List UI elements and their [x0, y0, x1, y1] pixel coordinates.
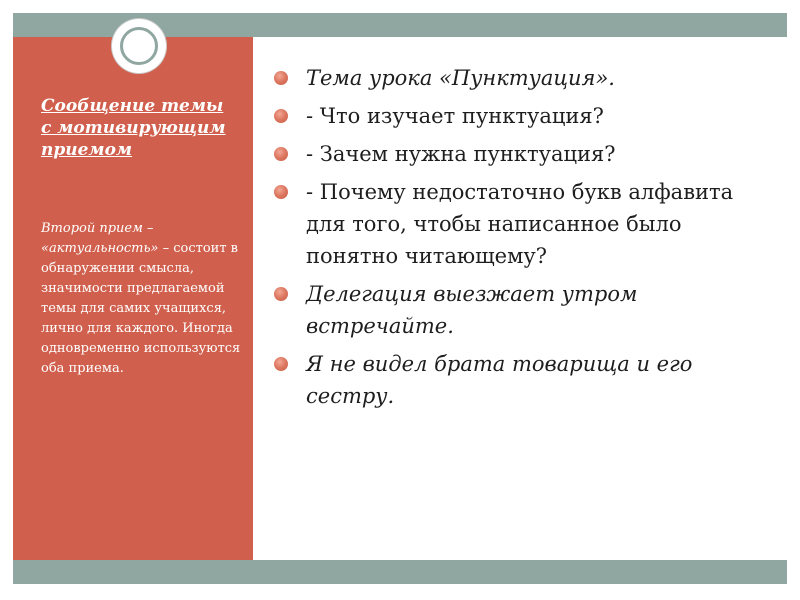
bullet-item	[274, 100, 774, 132]
left-panel-body-italic: Второй прием – «актуальность» –	[41, 221, 170, 256]
bullet-text: Я не видел брата товарища и его сестру.	[306, 352, 693, 408]
bullet-text: - Что изучает пунктуация?	[306, 104, 604, 128]
bullet-text: Тема урока «Пунктуация».	[306, 66, 615, 90]
bullet-item	[274, 176, 774, 272]
bullet-item	[274, 62, 774, 94]
bullet-icon	[274, 185, 288, 199]
bullet-text: - Почему недостаточно букв алфавита для того, чтобы написанное было понятно читающему?	[306, 180, 734, 268]
circle-ornament-inner	[120, 27, 158, 65]
bullet-text: Делегация выезжает утром встречайте.	[306, 282, 638, 338]
bullet-text: - Зачем нужна пунктуация?	[306, 142, 616, 166]
bottom-band	[13, 560, 787, 584]
bullet-icon	[274, 109, 288, 123]
bullet-icon	[274, 357, 288, 371]
bullet-item	[274, 348, 774, 412]
bullet-icon	[274, 287, 288, 301]
left-panel-title: Сообщение темы с мотивирующим приемом	[41, 96, 226, 160]
bullet-icon	[274, 147, 288, 161]
bullet-icon	[274, 71, 288, 85]
bullet-item	[274, 278, 774, 342]
circle-ornament-icon	[112, 19, 166, 73]
left-panel-body	[41, 219, 249, 379]
bullet-list	[274, 62, 774, 418]
bullet-item	[274, 138, 774, 170]
left-panel-body-text: состоит в обнаружении смысла, значимости предлагаемой темы для самих учащихся, лично для каждого. Иногда одновременно используются оба приема.	[41, 241, 241, 376]
left-panel	[13, 37, 253, 560]
